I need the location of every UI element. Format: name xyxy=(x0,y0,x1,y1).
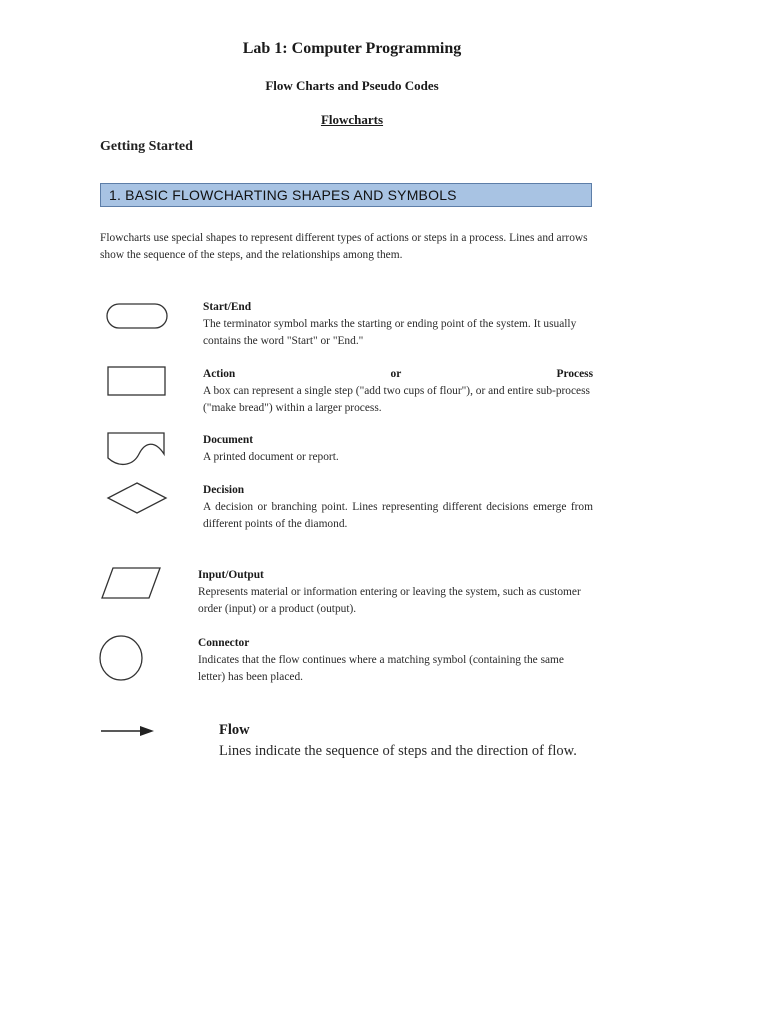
page-title: Lab 1: Computer Programming xyxy=(242,40,462,57)
symbol-description: Indicates that the flow continues where a matching symbol (containing the same letter) has been placed. xyxy=(198,654,564,683)
decision-diamond-icon xyxy=(106,482,168,514)
connector-circle-icon xyxy=(98,634,144,682)
symbol-description: A decision or branching point. Lines representing different decisions emerge from different points of the diamond. xyxy=(203,501,593,530)
symbol-name: Flow xyxy=(219,722,250,738)
banner-title: 1. BASIC FLOWCHARTING SHAPES AND SYMBOLS xyxy=(109,187,457,203)
section-banner xyxy=(100,183,592,207)
symbol-entry-flow xyxy=(219,720,639,762)
symbol-name-part: Process xyxy=(556,368,593,380)
symbol-description: The terminator symbol marks the starting or ending point of the system. It usually contains the word "Start" or "End." xyxy=(203,318,577,347)
symbol-entry-input-output xyxy=(198,567,588,618)
symbol-description: A box can represent a single step ("add two cups of flour"), or and entire sub-process ("make bread") within a larger process. xyxy=(203,385,590,414)
symbol-name: Decision xyxy=(203,484,245,496)
symbol-name: Connector xyxy=(198,637,250,649)
symbol-entry-start-end xyxy=(203,299,593,350)
flow-arrow-icon xyxy=(100,724,156,738)
symbol-entry-document xyxy=(203,432,593,466)
symbol-name: Document xyxy=(203,434,253,446)
symbol-name-part: Action xyxy=(203,368,236,380)
document-icon xyxy=(107,432,167,466)
section-heading: Flowcharts xyxy=(320,112,384,127)
symbol-description: Represents material or information entering or leaving the system, such as customer order (input) or a product (output). xyxy=(198,586,581,615)
getting-started-heading: Getting Started xyxy=(100,139,193,154)
symbol-name-row xyxy=(203,366,593,383)
input-output-parallelogram-icon xyxy=(100,566,162,600)
symbol-description: Lines indicate the sequence of steps and the direction of flow. xyxy=(219,743,577,759)
process-box-icon xyxy=(107,366,167,396)
symbol-name: Start/End xyxy=(203,301,252,313)
symbol-entry-decision xyxy=(203,482,593,533)
symbol-entry-action-process xyxy=(203,366,593,417)
terminator-icon xyxy=(106,303,168,329)
symbol-entry-connector xyxy=(198,635,588,686)
intro-paragraph: Flowcharts use special shapes to represent different types of actions or steps in a process. Lines and arrows show the sequence of the steps, and the relationships among them. xyxy=(100,232,588,261)
page-subtitle: Flow Charts and Pseudo Codes xyxy=(265,78,439,93)
symbol-name: Input/Output xyxy=(198,569,264,581)
symbol-description: A printed document or report. xyxy=(203,451,339,463)
symbol-name-part: or xyxy=(390,368,402,380)
